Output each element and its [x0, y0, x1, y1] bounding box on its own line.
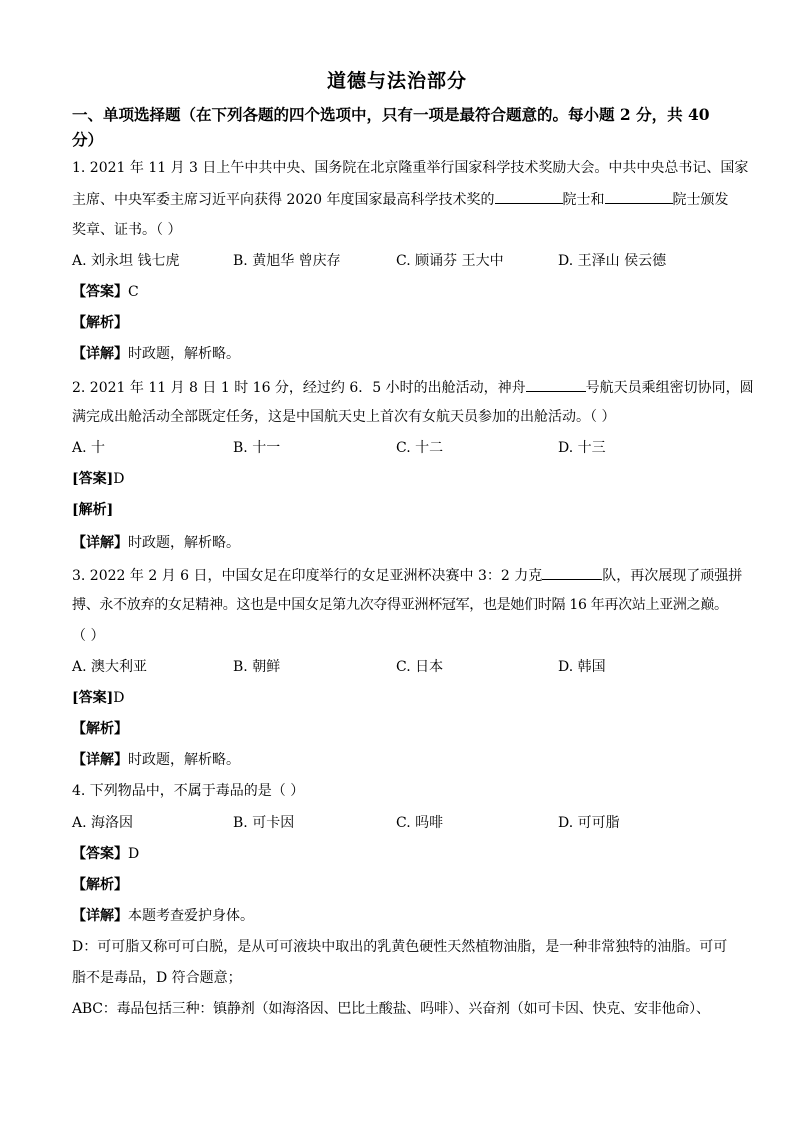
- answer-value: D: [128, 846, 140, 862]
- q4-explain-line3: ABC：毒品包括三种：镇静剂（如海洛因、巴比土酸盐、吗啡）、兴奋剂（如可卡因、快克、安非他命）、: [72, 1001, 710, 1017]
- q2-answer: [72, 469, 734, 489]
- answer-value: D: [113, 471, 125, 487]
- q3-stem-line3: （ ）: [72, 628, 105, 644]
- q4-option-c: C. 吗啡: [396, 815, 444, 831]
- q4-explain-line1: D：可可脂又称可可白脱，是从可可液块中取出的乳黄色硬性天然植物油脂，是一种非常独特的油脂。可可: [72, 939, 728, 955]
- answer-value: C: [128, 284, 139, 300]
- answer-label: 【答案】: [72, 284, 128, 300]
- section-heading-line1: 一、单项选择题（在下列各题的四个选项中，只有一项是最符合题意的。每小题 2 分，共 40: [72, 105, 710, 124]
- q1-analysis-label: 【解析】: [72, 315, 128, 331]
- q1-option-d: D. 王泽山 侯云德: [558, 253, 667, 269]
- answer-label: [答案]: [72, 471, 114, 487]
- answer-blank: [542, 565, 602, 580]
- q4-stem-line1: 4. 下列物品中，不属于毒品的是（ ）: [72, 783, 305, 799]
- q2-option-c: C. 十二: [396, 440, 444, 456]
- q2-option-d: D. 十三: [558, 440, 606, 456]
- q3-stem-line1: 3. 2022 年 2 月 6 日，中国女足在印度举行的女足亚洲杯决赛中 3：2 力克 队，再次展现了顽强拼: [72, 565, 734, 586]
- q3-analysis-label: 【解析】: [72, 721, 128, 737]
- detail-label: 【详解】: [72, 535, 128, 551]
- q4-detail: [72, 906, 734, 926]
- q3-answer: [72, 688, 734, 708]
- q4-explain-line2: 脂不是毒品，D 符合题意；: [72, 970, 242, 986]
- q1-stem-line2-c: 院士颁发: [672, 192, 729, 208]
- q1-stem-line2-b: 院士和: [562, 192, 605, 208]
- q3-option-b: B. 朝鲜: [233, 659, 281, 675]
- section-heading-line2: 分）: [72, 130, 104, 149]
- answer-blank: [605, 189, 673, 204]
- answer-blank: [526, 377, 586, 392]
- detail-label: 【详解】: [72, 752, 128, 768]
- q3-option-c: C. 日本: [396, 659, 444, 675]
- answer-value: D: [113, 690, 125, 706]
- page-title: 道德与法治部分: [326, 70, 467, 92]
- q3-option-a: A. 澳大利亚: [72, 659, 148, 675]
- q2-stem-line2: 满完成出舱活动全部既定任务，这是中国航天史上首次有女航天员参加的出舱活动。（ ）: [72, 409, 616, 425]
- q1-stem-line3: 奖章、证书。（ ）: [72, 222, 182, 238]
- q1-option-c: C. 顾诵芬 王大中: [396, 253, 504, 269]
- q4-option-b: B. 可卡因: [233, 815, 295, 831]
- detail-label: 【详解】: [72, 346, 128, 362]
- answer-label: 【答案】: [72, 846, 128, 862]
- q1-stem-line2-a: 主席、中央军委主席习近平向获得 2020 年度国家最高科学技术奖的: [72, 192, 495, 208]
- q1-detail: [72, 344, 734, 364]
- detail-text: 时政题，解析略。: [128, 346, 240, 362]
- q4-analysis-label: 【解析】: [72, 877, 128, 893]
- q3-detail: [72, 750, 734, 770]
- q3-stem-line2: 搏、永不放弃的女足精神。这也是中国女足第九次夺得亚洲杯冠军，也是她们时隔 16 年再次站上亚洲之巅。: [72, 597, 728, 613]
- q1-stem-line1: 1. 2021 年 11 月 3 日上午中共中央、国务院在北京隆重举行国家科学技术奖励大会。中共中央总书记、国家: [72, 160, 749, 176]
- q1-option-a: A. 刘永坦 钱七虎: [72, 253, 180, 269]
- section-heading: [72, 102, 732, 152]
- q2-option-b: B. 十一: [233, 440, 281, 456]
- answer-blank: [495, 189, 563, 204]
- answer-label: [答案]: [72, 690, 114, 706]
- q2-analysis-label: [解析]: [72, 502, 114, 518]
- q2-option-a: A. 十: [72, 440, 106, 456]
- detail-text: 时政题，解析略。: [128, 535, 240, 551]
- q1-option-b: B. 黄旭华 曾庆存: [233, 253, 341, 269]
- q3-option-d: D. 韩国: [558, 659, 606, 675]
- q2-stem-line1: 2. 2021 年 11 月 8 日 1 时 16 分，经过约 6．5 小时的出舱活动，神舟 号航天员乘组密切协同，圆: [72, 377, 734, 398]
- q1-stem-line2: [72, 189, 734, 210]
- q4-option-a: A. 海洛因: [72, 815, 134, 831]
- detail-text: 时政题，解析略。: [128, 752, 240, 768]
- q2-detail: [72, 533, 734, 553]
- q4-option-d: D. 可可脂: [558, 815, 620, 831]
- q1-answer: [72, 282, 734, 302]
- detail-label: 【详解】: [72, 908, 128, 924]
- q4-answer: [72, 844, 734, 864]
- detail-text: 本题考查爱护身体。: [128, 908, 254, 924]
